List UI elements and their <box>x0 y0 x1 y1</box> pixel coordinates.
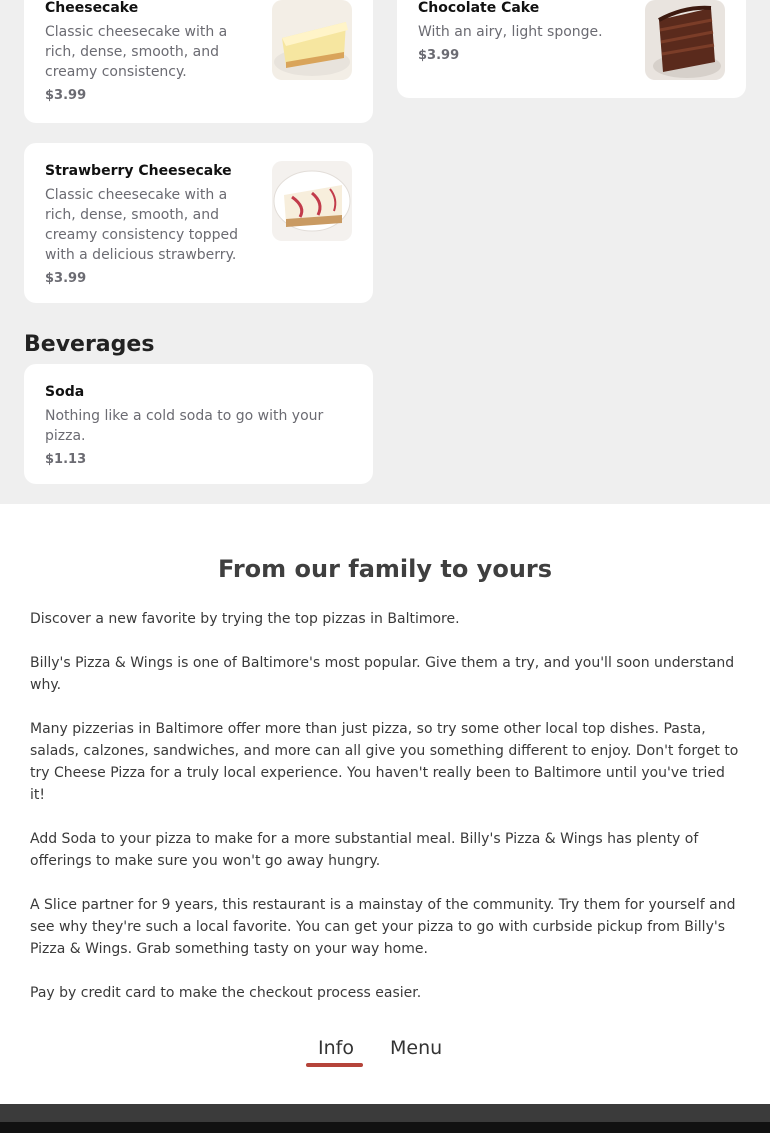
item-name: Soda <box>45 384 85 400</box>
about-paragraph: Add Soda to your pizza to make for a more substantial meal. Billy's Pizza & Wings has plenty of offerings to make sure you won't go away hungry. <box>30 831 699 869</box>
item-price: $3.99 <box>45 271 87 286</box>
item-name: Chocolate Cake <box>418 0 540 16</box>
cheesecake-image <box>272 0 352 80</box>
beverages-heading: Beverages <box>24 332 155 357</box>
item-description: Nothing like a cold soda to go with your pizza. <box>45 408 324 444</box>
about-paragraph: Pay by credit card to make the checkout process easier. <box>30 985 422 1001</box>
item-name: Strawberry Cheesecake <box>45 163 232 179</box>
chocolate-cake-image <box>645 0 725 80</box>
menu-section <box>0 0 770 504</box>
tab-menu[interactable]: Menu <box>390 1037 443 1059</box>
active-tab-indicator <box>306 1063 363 1067</box>
menu-item-chocolate-cake[interactable] <box>397 0 746 98</box>
item-price: $3.99 <box>418 48 460 63</box>
about-paragraphs <box>30 608 742 1026</box>
strawberry-cheesecake-image <box>272 161 352 241</box>
menu-item-strawberry-cheesecake[interactable] <box>24 143 373 303</box>
menu-item-soda[interactable] <box>24 364 373 484</box>
footer <box>0 1104 770 1133</box>
about-title: From our family to yours <box>217 555 553 583</box>
item-description: With an airy, light sponge. <box>418 24 603 40</box>
about-paragraph: Discover a new favorite by trying the top pizzas in Baltimore. <box>30 611 460 627</box>
item-price: $1.13 <box>45 452 87 467</box>
item-description: Classic cheesecake with a rich, dense, smooth, and creamy consistency. <box>45 24 228 80</box>
footer-bar <box>0 1122 770 1133</box>
about-paragraph: A Slice partner for 9 years, this restaurant is a mainstay of the community. Try them for yourself and see why they're such a local favorite. You can get your pizza to go with curbside pickup from Billy's Pizza & Wings. Grab something tasty on your way home. <box>30 897 736 957</box>
about-section <box>0 504 770 1104</box>
item-description: Classic cheesecake with a rich, dense, smooth, and creamy consistency topped with a delicious strawberry. <box>45 187 239 263</box>
about-paragraph: Billy's Pizza & Wings is one of Baltimore's most popular. Give them a try, and you'll soon understand why. <box>30 655 735 693</box>
menu-item-cheesecake[interactable] <box>24 0 373 123</box>
tab-info[interactable]: Info <box>318 1037 354 1059</box>
item-price: $3.99 <box>45 88 87 103</box>
bottom-tabs <box>0 1030 770 1070</box>
about-paragraph: Many pizzerias in Baltimore offer more than just pizza, so try some other local top dishes. Pasta, salads, calzones, sandwiches, and more can all give you something different to enjoy. Don't forget to try Cheese Pizza for a truly local experience. You haven't really been to Baltimore until you've tried it! <box>30 721 739 803</box>
item-name: Cheesecake <box>45 0 139 16</box>
